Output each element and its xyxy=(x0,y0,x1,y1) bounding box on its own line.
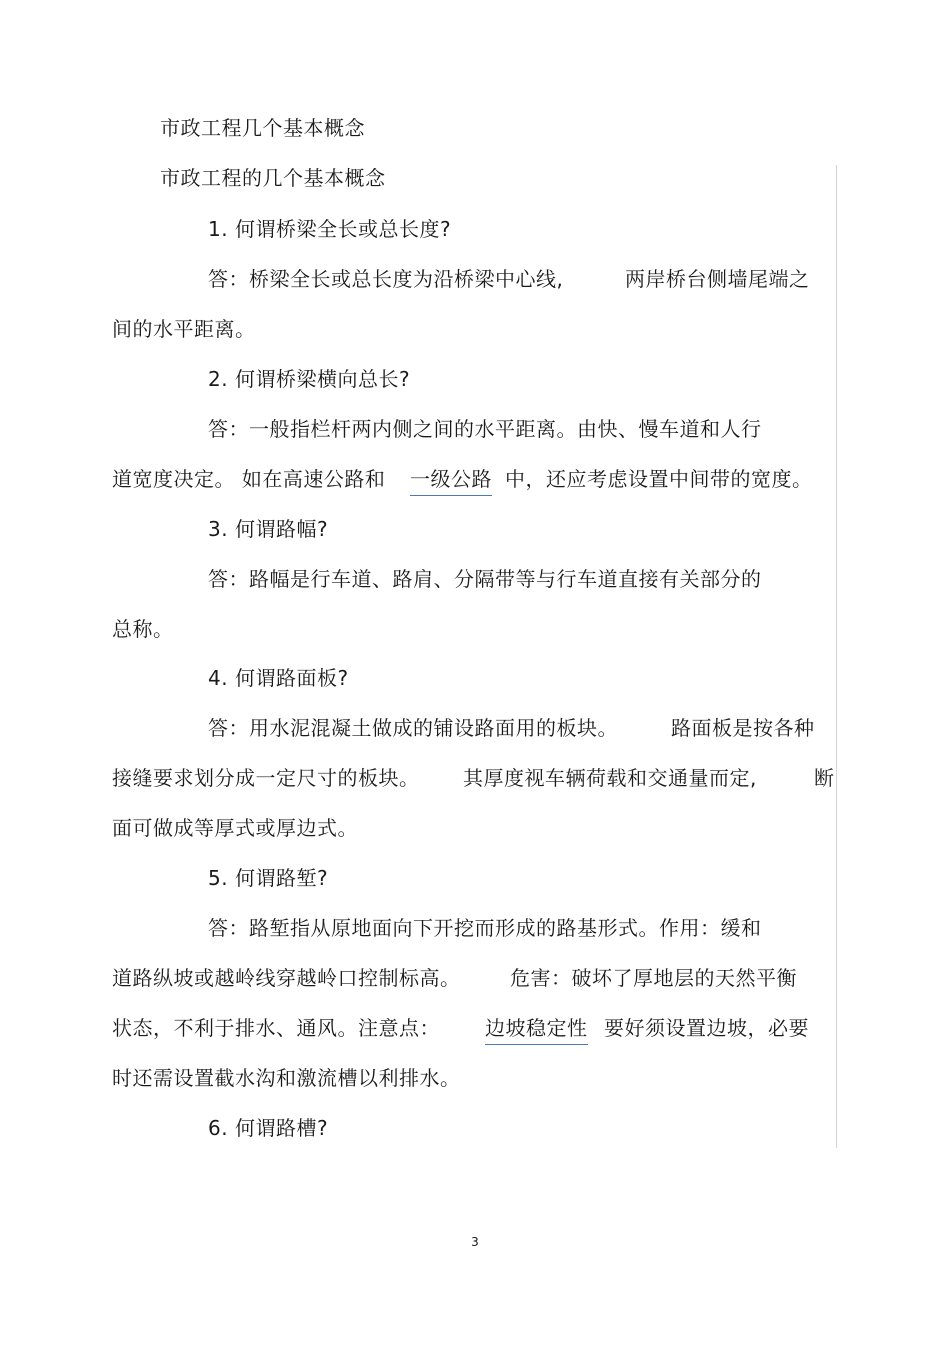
answer-2-line-1: 答：一般指栏杆两内侧之间的水平距离。由快、慢车道和人行 xyxy=(208,417,762,441)
document-title: 市政工程几个基本概念 xyxy=(160,116,365,140)
answer-5-line-3a: 状态，不利于排水、通风。注意点： xyxy=(112,1016,440,1040)
answer-1-line-1a: 答：桥梁全长或总长度为沿桥梁中心线, xyxy=(208,267,564,291)
answer-2-link[interactable] xyxy=(410,465,492,493)
question-4: 4. 何谓路面板? xyxy=(208,666,349,690)
answer-5-link[interactable] xyxy=(485,1014,588,1042)
question-3: 3. 何谓路幅? xyxy=(208,517,329,541)
answer-4-line-2a: 接缝要求划分成一定尺寸的板块。 xyxy=(112,766,420,790)
question-2: 2. 何谓桥梁横向总长? xyxy=(208,367,411,391)
page-number: 3 xyxy=(471,1235,479,1249)
answer-4-line-2c: 断 xyxy=(814,766,835,790)
answer-4-line-1b: 路面板是按各种 xyxy=(671,716,815,740)
answer-5-line-4: 时还需设置截水沟和激流槽以利排水。 xyxy=(112,1066,461,1090)
document-subtitle: 市政工程的几个基本概念 xyxy=(160,166,386,190)
answer-4-line-2b: 其厚度视车辆荷载和交通量而定, xyxy=(463,766,757,790)
answer-5-line-3b: 要好须设置边坡，必要 xyxy=(604,1016,809,1040)
link-highway-grade-1[interactable]: 一级公路 xyxy=(410,467,492,491)
answer-1-line-1b: 两岸桥台侧墙尾端之 xyxy=(625,267,810,291)
answer-2-line-2b: 中，还应考虑设置中间带的宽度。 xyxy=(505,467,813,491)
answer-3-line-1: 答：路幅是行车道、路肩、分隔带等与行车道直接有关部分的 xyxy=(208,567,762,591)
answer-5-line-2a: 道路纵坡或越岭线穿越岭口控制标高。 xyxy=(112,966,461,990)
question-6: 6. 何谓路槽? xyxy=(208,1116,329,1140)
question-5: 5. 何谓路堑? xyxy=(208,866,329,890)
link-slope-stability[interactable]: 边坡稳定性 xyxy=(485,1016,588,1040)
answer-5-line-2b: 危害：破坏了厚地层的天然平衡 xyxy=(510,966,797,990)
answer-1-line-2: 间的水平距离。 xyxy=(112,317,256,341)
answer-4-line-1a: 答：用水泥混凝土做成的铺设路面用的板块。 xyxy=(208,716,618,740)
margin-rule xyxy=(836,165,837,1148)
answer-4-line-3: 面可做成等厚式或厚边式。 xyxy=(112,816,358,840)
answer-3-line-2: 总称。 xyxy=(112,617,174,641)
answer-2-line-2a: 道宽度决定。 如在高速公路和 xyxy=(112,467,386,491)
answer-5-line-1: 答：路堑指从原地面向下开挖而形成的路基形式。作用：缓和 xyxy=(208,916,762,940)
question-1: 1. 何谓桥梁全长或总长度? xyxy=(208,217,452,241)
